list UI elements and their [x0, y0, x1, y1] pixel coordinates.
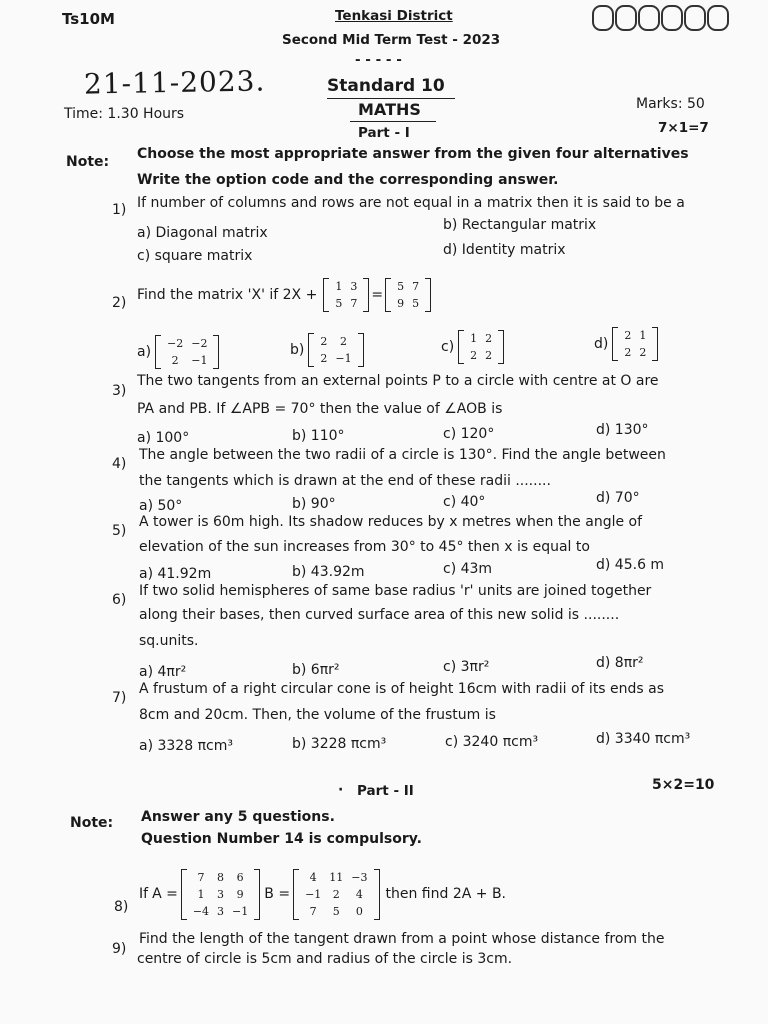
question-text: If two solid hemispheres of same base radius 'r' units are joined together: [139, 583, 652, 599]
dot-mark: ·: [338, 782, 344, 798]
option-b: b) 43.92m: [292, 564, 365, 580]
option-c: c) 1 2 2 2: [441, 327, 504, 367]
option-d: d) 3340 πcm³: [596, 731, 691, 747]
note-label: Note:: [66, 154, 110, 170]
paper-code: Ts10M: [62, 10, 115, 28]
option-c: c) 3πr²: [443, 659, 490, 675]
note-instruction: Question Number 14 is compulsory.: [141, 831, 422, 847]
option-c: c) 120°: [443, 426, 495, 442]
option-a: a) 50°: [139, 498, 183, 514]
equals-sign: =: [371, 287, 384, 303]
matrix-b-label: B =: [264, 886, 291, 902]
question-text: If: [139, 886, 149, 902]
roll-number-boxes: [592, 5, 730, 31]
note-instruction: Answer any 5 questions.: [141, 809, 335, 825]
matrix: −2 −2 2 −1: [155, 335, 219, 369]
part2-title: Part - II: [357, 783, 414, 799]
question-text: Find the matrix 'X' if 2X +: [137, 287, 318, 303]
standard-label: Standard 10: [327, 76, 445, 96]
district-title: Tenkasi District: [335, 8, 453, 24]
option-d: d) 45.6 m: [596, 557, 665, 573]
option-b: b) Rectangular matrix: [443, 217, 597, 233]
matrix: 2 2 2 −1: [308, 333, 363, 367]
question-text: A frustum of a right circular cone is of height 16cm with radii of its ends as: [139, 681, 665, 697]
option-d: d) 8πr²: [596, 655, 644, 671]
question-number: 2): [112, 295, 127, 311]
option-b: b) 6πr²: [292, 662, 340, 678]
matrix: 2 1 2 2: [612, 327, 658, 361]
question-8-matrices: [139, 862, 506, 926]
option-d: d) 70°: [596, 490, 640, 506]
question-number: 6): [112, 592, 127, 608]
question-text: centre of circle is 5cm and radius of the circle is 3cm.: [137, 951, 513, 967]
option-a: a) 41.92m: [139, 566, 212, 582]
part1-marks: 7×1=7: [658, 120, 709, 136]
total-marks: Marks: 50: [636, 96, 705, 112]
part2-marks: 5×2=10: [652, 777, 715, 793]
handwritten-date: 21-11-2023.: [83, 64, 266, 101]
matrix-a-label: A =: [152, 886, 178, 902]
question-text: A tower is 60m high. Its shadow reduces by x metres when the angle of: [139, 514, 643, 530]
question-text: PA and PB. If ∠APB = 70° then the value of ∠AOB is: [137, 401, 503, 417]
question-text: sq.units.: [139, 633, 199, 649]
option-d: d) 130°: [596, 422, 649, 438]
option-a: a) 100°: [137, 430, 190, 446]
note-instruction: Choose the most appropriate answer from the given four alternatives: [137, 146, 689, 162]
question-number: 1): [112, 202, 127, 218]
question-number: 3): [112, 383, 127, 399]
option-d: d) 2 1 2 2: [594, 324, 658, 364]
option-b: b) 3228 πcm³: [292, 736, 387, 752]
option-c: c) 43m: [443, 561, 493, 577]
rule: [327, 98, 455, 99]
option-a: a) −2 −2 2 −1: [137, 332, 219, 372]
option-c: c) square matrix: [137, 248, 253, 264]
rule: [350, 121, 436, 122]
option-b: b) 110°: [292, 428, 345, 444]
matrix: 1 2 2 2: [458, 330, 504, 364]
question-number: 5): [112, 523, 127, 539]
question-number: 7): [112, 690, 127, 706]
question-text: then find 2A + B.: [385, 886, 506, 902]
test-name: Second Mid Term Test - 2023: [282, 32, 501, 48]
question-number: 8): [114, 899, 129, 915]
matrix: 5 7 9 5: [385, 278, 431, 312]
option-c: c) 3240 πcm³: [445, 734, 539, 750]
question-number: 4): [112, 456, 127, 472]
question-text: If number of columns and rows are not equal in a matrix then it is said to be a: [137, 195, 685, 211]
matrix-a: 7 8 6 1 3 9 −4 3 −1: [181, 869, 260, 920]
option-a: a) 4πr²: [139, 664, 187, 680]
option-c: c) 40°: [443, 494, 486, 510]
question-text: The two tangents from an external points P to a circle with centre at O are: [137, 373, 659, 389]
question-text: elevation of the sun increases from 30° to 45° then x is equal to: [139, 539, 590, 555]
option-a: a) 3328 πcm³: [139, 738, 233, 754]
question-text: 8cm and 20cm. Then, the volume of the frustum is: [139, 707, 496, 723]
option-b: b) 90°: [292, 496, 336, 512]
question-2-equation: [137, 276, 431, 314]
note-label: Note:: [70, 815, 114, 831]
part1-title: Part - I: [358, 125, 410, 141]
matrix-b: 4 11 −3 −1 2 4 7 5 0: [293, 869, 379, 920]
option-d: d) Identity matrix: [443, 242, 566, 258]
question-text: The angle between the two radii of a circle is 130°. Find the angle between: [139, 447, 666, 463]
time-duration: Time: 1.30 Hours: [64, 106, 185, 122]
option-a: a) Diagonal matrix: [137, 225, 268, 241]
question-text: Find the length of the tangent drawn from a point whose distance from the: [139, 931, 665, 947]
subject-label: MATHS: [358, 100, 421, 119]
dash-divider: - - - - -: [355, 52, 402, 68]
question-text: the tangents which is drawn at the end of these radii ........: [139, 473, 551, 489]
note-instruction: Write the option code and the corresponding answer.: [137, 172, 559, 188]
question-number: 9): [112, 941, 127, 957]
matrix: 1 3 5 7: [323, 278, 369, 312]
option-b: b) 2 2 2 −1: [290, 330, 364, 370]
question-text: along their bases, then curved surface area of this new solid is ........: [139, 607, 620, 623]
